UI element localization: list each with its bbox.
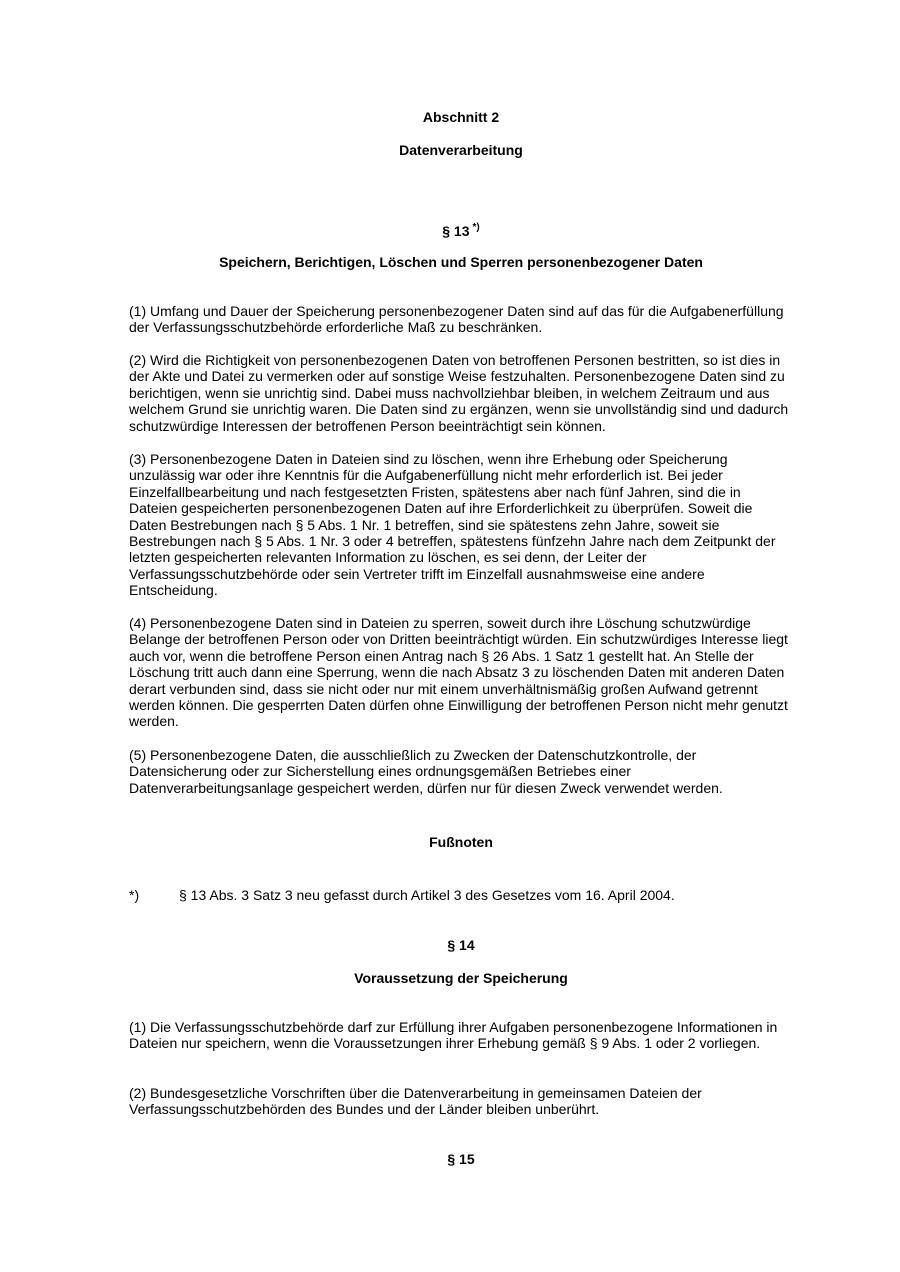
p13-subsection-2: (2) Wird die Richtigkeit von personenbezogenen Daten von betroffenen Personen bestritten, so ist dies in der Akte und Datei zu vermerken oder auf sonstige Weise festzuhalten. Personenbezogene Daten sind zu berichtigen, wenn sie unrichtig sind. Dabei muss nachvollziehbar bleiben, in welchem Zeitraum und aus welchem Grund sie unrichtig waren. Die Daten sind zu ergänzen, wenn sie unvollständig sind und dadurch schutzwürdige Interessen der betroffenen Person beeinträchtigt sein können. xyxy=(129,352,789,434)
p14-subsection-1: (1) Die Verfassungsschutzbehörde darf zur Erfüllung ihrer Aufgaben personenbezogene Informationen in Dateien nur speichern, wenn die Voraussetzungen ihrer Erhebung gemäß § 9 Abs. 1 oder 2 vorliegen. xyxy=(129,1019,778,1052)
paragraph-14-title: Voraussetzung der Speicherung xyxy=(354,970,568,986)
footnote-reference[interactable]: *) xyxy=(472,222,480,233)
p13-subsection-1: (1) Umfang und Dauer der Speicherung personenbezogener Daten sind auf das für die Aufgabenerfüllung der Verfassungsschutzbehörde erforderliche Maß zu beschränken. xyxy=(129,303,784,336)
paragraph-13-title: Speichern, Berichtigen, Löschen und Sperren personenbezogener Daten xyxy=(219,254,703,270)
footnote-text: § 13 Abs. 3 Satz 3 neu gefasst durch Artikel 3 des Gesetzes vom 16. April 2004. xyxy=(179,887,675,903)
paragraph-13-number xyxy=(0,220,900,239)
paragraph-14-number: § 14 xyxy=(447,937,475,953)
footnotes-heading: Fußnoten xyxy=(429,834,493,850)
paragraph-15-number: § 15 xyxy=(447,1151,475,1167)
footnote-marker: *) xyxy=(129,887,140,903)
section-title: Datenverarbeitung xyxy=(399,142,523,158)
paragraph-13-number-text: § 13 xyxy=(442,223,470,239)
p13-subsection-4: (4) Personenbezogene Daten sind in Dateien zu sperren, soweit durch ihre Löschung schutzwürdige Belange der betroffenen Person oder von Dritten beeinträchtigt würden. Ein schutzwürdiges Interesse liegt auch vor, wenn die betroffene Person einen Antrag nach § 26 Abs. 1 Satz 1 gestellt hat. An Stelle der Löschung tritt auch dann eine Sperrung, wenn die nach Absatz 3 zu löschenden Daten mit anderen Daten derart verbunden sind, dass sie nicht oder nur mit einem unverhältnismäßig großen Aufwand getrennt werden können. Die gesperrten Daten dürfen ohne Einwilligung der betroffenen Person nicht mehr genutzt werden. xyxy=(129,615,788,730)
section-heading: Abschnitt 2 xyxy=(422,109,500,125)
p13-subsection-3: (3) Personenbezogene Daten in Dateien sind zu löschen, wenn ihre Erhebung oder Speicherung unzulässig war oder ihre Kenntnis für die Aufgabenerfüllung nicht mehr erforderlich ist. Bei jeder Einzelfallbearbeitung und nach festgesetzten Fristen, spätestens aber nach fünf Jahren, sind die in Dateien gespeicherten personenbezogenen Daten auf ihre Erforderlichkeit zu überprüfen. Soweit die Daten Bestrebungen nach § 5 Abs. 1 Nr. 1 betreffen, sind sie spätestens zehn Jahre, soweit sie Bestrebungen nach § 5 Abs. 1 Nr. 3 oder 4 betreffen, spätestens fünfzehn Jahre nach dem Zeitpunkt der letzten gespeicherten relevanten Information zu löschen, es sei denn, der Leiter der Verfassungsschutzbehörde oder sein Vertreter trifft im Einzelfall ausnahmsweise eine andere Entscheidung. xyxy=(129,451,776,599)
p13-subsection-5: (5) Personenbezogene Daten, die ausschließlich zu Zwecken der Datenschutzkontrolle, der Datensicherung oder zur Sicherstellung eines ordnungsgemäßen Betriebes einer Datenverarbeitungsanlage gespeichert werden, dürfen nur für diesen Zweck verwendet werden. xyxy=(129,747,723,796)
p14-subsection-2: (2) Bundesgesetzliche Vorschriften über die Datenverarbeitung in gemeinsamen Dateien der Verfassungsschutzbehörden des Bundes und der Länder bleiben unberührt. xyxy=(129,1085,702,1118)
